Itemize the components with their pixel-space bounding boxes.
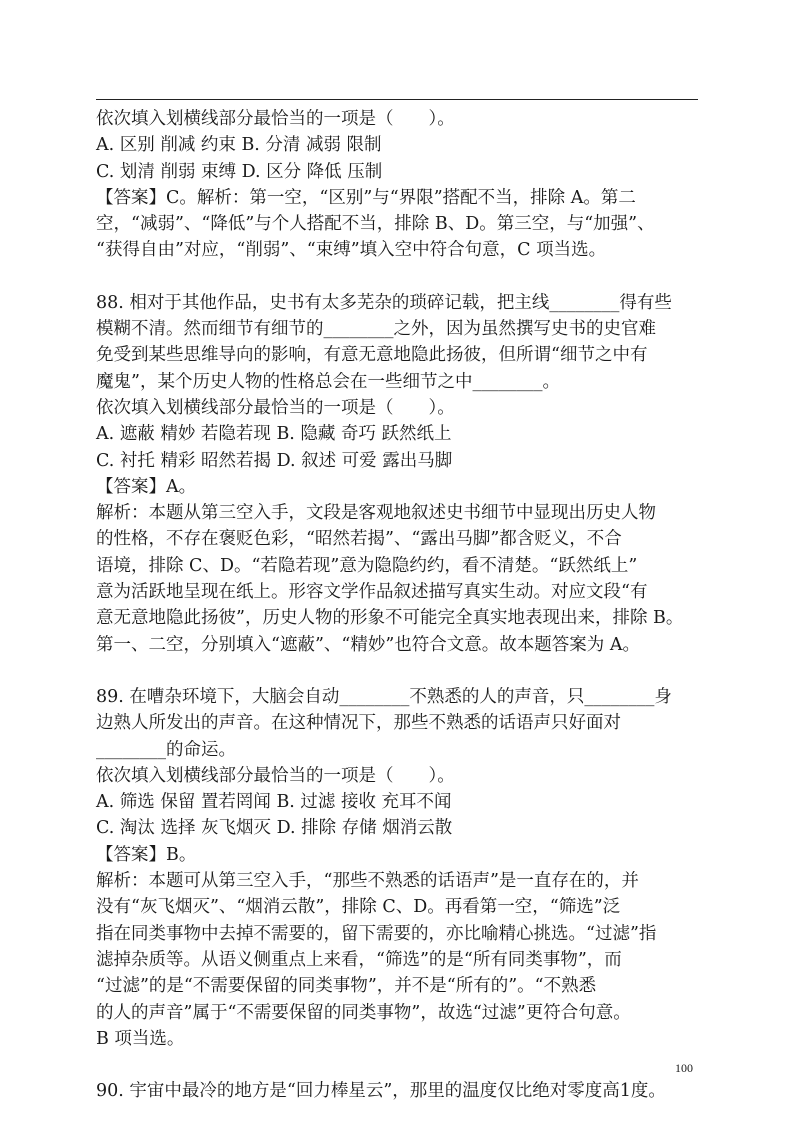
- header-rule: [96, 99, 698, 100]
- question-87-tail: [96, 106, 704, 264]
- text-line: 边熟人所发出的声音。在这种情况下，那些不熟悉的话语声只好面对: [96, 713, 621, 734]
- text-line: ________的命运。: [96, 739, 236, 760]
- text-line: 魔鬼”，某个历史人物的性格总会在一些细节之中________。: [96, 371, 560, 392]
- text-line: C. 衬托 精彩 昭然若揭 D. 叙述 可爱 露出马脚: [96, 450, 453, 471]
- question-89: [96, 684, 704, 1052]
- text-line: 依次填入划横线部分最恰当的一项是（ ）。: [96, 765, 455, 786]
- page-number: 100: [675, 1061, 693, 1075]
- text-line: 空，“减弱”、“降低”与个人搭配不当，排除 B、D。第三空，与“加强”、: [96, 214, 655, 235]
- text-line: “过滤”的是“不需要保留的同类事物”，并不是“所有的”。“不熟悉: [96, 976, 597, 997]
- text-line: A. 筛选 保留 置若罔闻 B. 过滤 接收 充耳不闻: [96, 792, 452, 813]
- text-line: 模糊不清。然而细节有细节的________之外，因为虽然撰写史书的史官难: [96, 319, 656, 340]
- text-line: “获得自由”对应，“削弱”、“束缚”填入空中符合句意，C 项当选。: [96, 240, 607, 261]
- paragraph-gap: [96, 1052, 704, 1078]
- text-line: 没有“灰飞烟灭”、“烟消云散”，排除 C、D。再看第一空，“筛选”泛: [96, 897, 621, 918]
- question-90: [96, 1078, 704, 1104]
- text-line: 意为活跃地呈现在纸上。形容文学作品叙述描写真实生动。对应文段“有: [96, 582, 648, 603]
- text-line: B 项当选。: [96, 1028, 185, 1049]
- paragraph-gap: [96, 264, 704, 290]
- text-line: 语境，排除 C、D。“若隐若现”意为隐隐约约，看不清楚。“跃然纸上”: [96, 555, 638, 576]
- text-line: 90. 宇宙中最冷的地方是“回力棒星云”，那里的温度仅比绝对零度高1度。: [96, 1081, 666, 1102]
- text-line: 指在同类事物中去掉不需要的，留下需要的，亦比喻精心挑选。“过滤”指: [96, 923, 657, 944]
- text-line: 【答案】A。: [96, 476, 197, 497]
- text-line: 第一、二空，分别填入“遮蔽”、“精妙”也符合文意。故本题答案为 A。: [96, 634, 640, 655]
- question-88: [96, 290, 704, 658]
- text-line: 意无意地隐此扬彼”，历史人物的形象不可能完全真实地表现出来，排除 B。: [96, 608, 684, 629]
- text-line: 88. 相对于其他作品，史书有太多芜杂的琐碎记载，把主线________得有些: [96, 292, 672, 313]
- text-line: 解析：本题可从第三空入手，“那些不熟悉的话语声”是一直存在的，并: [96, 871, 639, 892]
- text-line: 89. 在嘈杂环境下，大脑会自动________不熟悉的人的声音，只________身: [96, 686, 672, 707]
- paragraph-gap: [96, 658, 704, 684]
- text-line: A. 区别 削减 约束 B. 分清 减弱 限制: [96, 135, 382, 156]
- text-line: 依次填入划横线部分最恰当的一项是（ ）。: [96, 397, 455, 418]
- text-line: 免受到某些思维导向的影响，有意无意地隐此扬彼，但所谓“细节之中有: [96, 345, 648, 366]
- page-content: [96, 106, 704, 1104]
- text-line: A. 遮蔽 精妙 若隐若现 B. 隐藏 奇巧 跃然纸上: [96, 424, 452, 445]
- text-line: 的人的声音”属于“不需要保留的同类事物”，故选“过滤”更符合句意。: [96, 1002, 631, 1023]
- text-line: 滤掉杂质等。从语义侧重点上来看，“筛选”的是“所有同类事物”，而: [96, 949, 622, 970]
- text-line: 依次填入划横线部分最恰当的一项是（ ）。: [96, 109, 455, 129]
- text-line: 【答案】C。解析：第一空，“区别”与“界限”搭配不当，排除 A。第二: [96, 187, 636, 208]
- text-line: C. 划清 削弱 束缚 D. 区分 降低 压制: [96, 161, 383, 182]
- text-line: C. 淘汰 选择 灰飞烟灭 D. 排除 存储 烟消云散: [96, 818, 453, 839]
- text-line: 解析：本题从第三空入手，文段是客观地叙述史书细节中显现出历史人物: [96, 503, 656, 524]
- text-line: 的性格，不存在褒贬色彩，“昭然若揭”、“露出马脚”都含贬义，不合: [96, 529, 622, 550]
- text-line: 【答案】B。: [96, 844, 197, 865]
